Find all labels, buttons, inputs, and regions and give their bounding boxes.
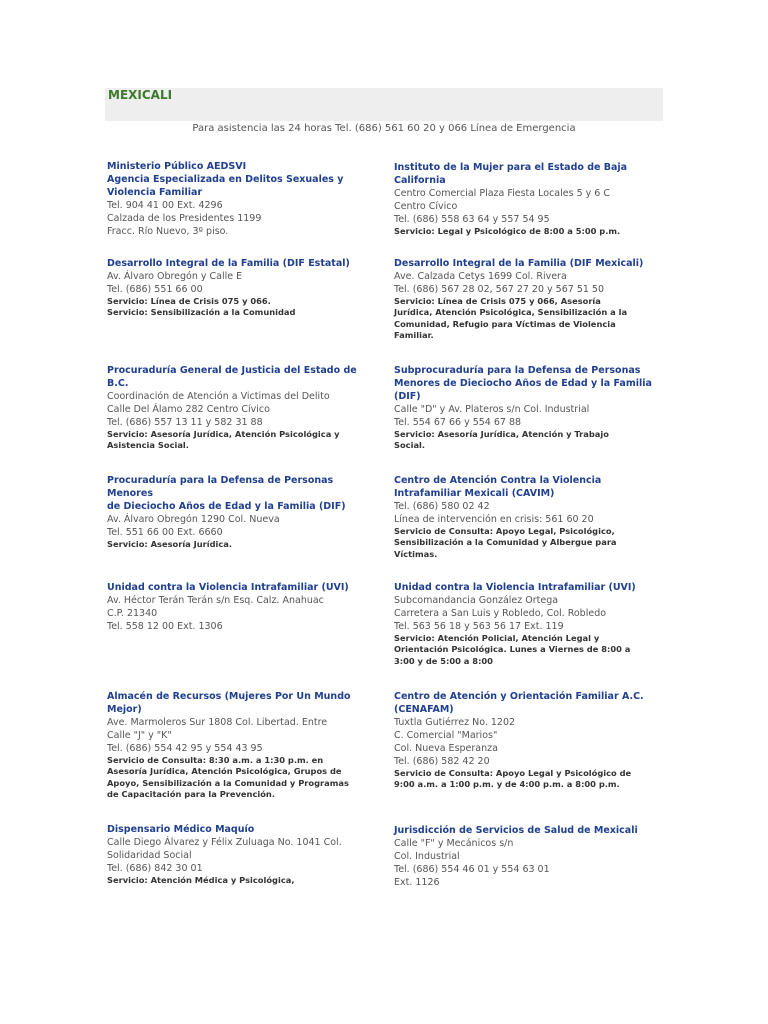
entry-title: Agencia Especializada en Delitos Sexuales y xyxy=(107,174,344,185)
entry-title: Instituto de la Mujer para el Estado de Baja xyxy=(394,162,628,173)
entry-title: Desarrollo Integral de la Familia (DIF Estatal) xyxy=(107,258,350,269)
listing-entry xyxy=(107,690,379,800)
listing-entry xyxy=(107,581,379,633)
listing-entry xyxy=(394,824,656,889)
entry-title: Jurisdicción de Servicios de Salud de Mexicali xyxy=(394,825,638,836)
entry-detail: Tel. (686) 557 13 11 y 582 31 88 xyxy=(107,417,263,428)
entry-detail: Calle "D" y Av. Plateros s/n Col. Industrial xyxy=(394,404,590,415)
entry-title: Centro de Atención y Orientación Familiar A.C. xyxy=(394,691,644,702)
city-title: MEXICALI xyxy=(108,88,173,102)
listing-entry xyxy=(394,474,656,560)
entry-title: (DIF) xyxy=(394,391,421,402)
entry-service: Servicio: Atención Policial, Atención Legal y xyxy=(394,633,600,643)
entry-detail: Col. Industrial xyxy=(394,851,460,862)
entry-service: Social. xyxy=(394,440,426,451)
entry-service: Familiar. xyxy=(394,329,434,340)
listing-entry xyxy=(394,161,656,237)
entry-title: Procuraduría General de Justicia del Estado de xyxy=(107,365,357,376)
entry-service: Servicio: Línea de Crisis 075 y 066, Asesoría xyxy=(394,296,601,306)
entry-title: Centro de Atención Contra la Violencia xyxy=(394,475,602,486)
entry-service: Servicio: Atención Médica y Psicológica, xyxy=(107,875,295,885)
entry-detail: Tel. 558 12 00 Ext. 1306 xyxy=(107,621,223,632)
listing-entry xyxy=(107,823,379,886)
entry-detail: Ave. Calzada Cetys 1699 Col. Rivera xyxy=(394,271,567,282)
entry-title: B.C. xyxy=(107,378,129,389)
listing-entry xyxy=(107,257,379,319)
entry-service: Servicio: Sensibilización a la Comunidad xyxy=(107,307,296,318)
entry-service: Orientación Psicológica. Lunes a Viernes de 8:00 a xyxy=(394,644,631,655)
entry-service: Comunidad, Refugio para Víctimas de Violencia xyxy=(394,318,616,329)
entry-title: Procuraduría para la Defensa de Personas Menores xyxy=(107,475,334,499)
emergency-line: Para asistencia las 24 horas Tel. (686) 561 60 20 y 066 Línea de Emergencia xyxy=(192,123,576,134)
entry-title: Violencia Familiar xyxy=(107,187,203,198)
entry-detail: Tel. (686) 582 42 20 xyxy=(394,756,490,767)
entry-title: Desarrollo Integral de la Familia (DIF Mexicali) xyxy=(394,258,644,269)
entry-service: Apoyo, Sensibilización a la Comunidad y Programas xyxy=(107,777,349,788)
entry-service: Servicio: Asesoría Jurídica, Atención Psicológica y xyxy=(107,429,340,439)
entry-service: Víctimas. xyxy=(394,548,438,559)
entry-detail: Av. Álvaro Obregón y Calle E xyxy=(107,271,243,282)
entry-service: Sensibilización a la Comunidad y Albergue para xyxy=(394,537,617,548)
entry-detail: Tel. (686) 567 28 02, 567 27 20 y 567 51 50 xyxy=(394,284,605,295)
entry-title: California xyxy=(394,175,446,186)
entry-detail: Coordinación de Atención a Victimas del Delito xyxy=(107,391,330,402)
entry-service: Asistencia Social. xyxy=(107,440,189,451)
entry-detail: Centro Cívico xyxy=(394,201,458,212)
entry-detail: Calle "J" y "K" xyxy=(107,730,172,741)
entry-service: Asesoría Jurídica, Atención Psicológica, Grupos de xyxy=(107,766,342,777)
entry-detail: Ext. 1126 xyxy=(394,877,440,888)
entry-detail: C.P. 21340 xyxy=(107,608,158,619)
entry-service: 9:00 a.m. a 1:00 p.m. y de 4:00 p.m. a 8:00 p.m. xyxy=(394,779,620,790)
city-header-bar xyxy=(105,88,663,121)
entry-service: Jurídica, Atención Psicológica, Sensibilización a la xyxy=(394,307,628,318)
entry-detail: Tel. 904 41 00 Ext. 4296 xyxy=(107,200,223,211)
entry-detail: Solidaridad Social xyxy=(107,850,192,861)
listing-entry xyxy=(107,364,379,452)
entry-title: Mejor) xyxy=(107,704,142,715)
entry-detail: Col. Nueva Esperanza xyxy=(394,743,498,754)
entry-title: Ministerio Público AEDSVI xyxy=(107,161,247,172)
entry-title: (CENAFAM) xyxy=(394,704,454,715)
entry-title: Menores de Dieciocho Años de Edad y la Familia xyxy=(394,378,652,389)
entry-detail: Tel. 554 67 66 y 554 67 88 xyxy=(394,417,522,428)
entry-detail: Subcomandancia González Ortega xyxy=(394,595,559,606)
entry-detail: Calzada de los Presidentes 1199 xyxy=(107,213,262,224)
entry-service: Servicio: Asesoría Jurídica, Atención y Trabajo xyxy=(394,429,609,439)
listing-entry xyxy=(394,690,656,791)
entry-service: 3:00 y de 5:00 a 8:00 xyxy=(394,655,493,666)
entry-title: Dispensario Médico Maquío xyxy=(107,824,255,835)
entry-service: Servicio: Línea de Crisis 075 y 066. xyxy=(107,296,271,306)
entry-detail: Tel. (686) 554 42 95 y 554 43 95 xyxy=(107,743,263,754)
entry-detail: Centro Comercial Plaza Fiesta Locales 5 y 6 C xyxy=(394,188,610,199)
entry-title: Unidad contra la Violencia Intrafamiliar (UVI) xyxy=(107,582,349,593)
entry-title: Unidad contra la Violencia Intrafamiliar (UVI) xyxy=(394,582,636,593)
entry-detail: Tel. (686) 551 66 00 xyxy=(107,284,203,295)
entry-service: de Capacitación para la Prevención. xyxy=(107,788,275,799)
entry-service: Servicio de Consulta: Apoyo Legal y Psicológico de xyxy=(394,768,632,778)
listing-entry xyxy=(394,364,656,452)
entry-detail: Calle Del Álamo 282 Centro Cívico xyxy=(107,404,270,415)
entry-service: Servicio de Consulta: Apoyo Legal, Psicológico, xyxy=(394,526,615,536)
entry-service: Servicio de Consulta: 8:30 a.m. a 1:30 p.m. en xyxy=(107,755,324,765)
entry-service: Servicio: Asesoría Jurídica. xyxy=(107,539,233,549)
entry-detail: Línea de intervención en crisis: 561 60 20 xyxy=(394,514,594,525)
listing-entry xyxy=(394,581,656,667)
entry-detail: Tel. (686) 842 30 01 xyxy=(107,863,203,874)
entry-service: Servicio: Legal y Psicológico de 8:00 a 5:00 p.m. xyxy=(394,226,621,236)
entry-detail: Calle Diego Álvarez y Félix Zuluaga No. 1041 Col. xyxy=(107,837,342,848)
entry-detail: Tel. (686) 554 46 01 y 554 63 01 xyxy=(394,864,550,875)
entry-detail: Tel. (686) 558 63 64 y 557 54 95 xyxy=(394,214,550,225)
listing-entry xyxy=(107,160,379,238)
entry-detail: Fracc. Río Nuevo, 3º piso. xyxy=(107,226,229,237)
entry-detail: C. Comercial "Marios" xyxy=(394,730,498,741)
entry-title: Almacén de Recursos (Mujeres Por Un Mundo xyxy=(107,691,351,702)
entry-title: Intrafamiliar Mexicali (CAVIM) xyxy=(394,488,555,499)
entry-detail: Carretera a San Luis y Robledo, Col. Robledo xyxy=(394,608,607,619)
entry-detail: Tel. 563 56 18 y 563 56 17 Ext. 119 xyxy=(394,621,564,632)
entry-detail: Tel. (686) 580 02 42 xyxy=(394,501,490,512)
entry-detail: Calle "F" y Mecánicos s/n xyxy=(394,838,514,849)
listing-entry xyxy=(107,474,379,550)
entry-title: de Dieciocho Años de Edad y la Familia (DIF) xyxy=(107,501,346,512)
entry-detail: Ave. Marmoleros Sur 1808 Col. Libertad. Entre xyxy=(107,717,328,728)
entry-detail: Tel. 551 66 00 Ext. 6660 xyxy=(107,527,223,538)
entry-detail: Tuxtla Gutiérrez No. 1202 xyxy=(394,717,516,728)
entry-title: Subprocuraduría para la Defensa de Personas xyxy=(394,365,641,376)
entry-detail: Av. Álvaro Obregón 1290 Col. Nueva xyxy=(107,514,280,525)
listing-entry xyxy=(394,257,656,341)
entry-detail: Av. Héctor Terán Terán s/n Esq. Calz. Anahuac xyxy=(107,595,324,606)
